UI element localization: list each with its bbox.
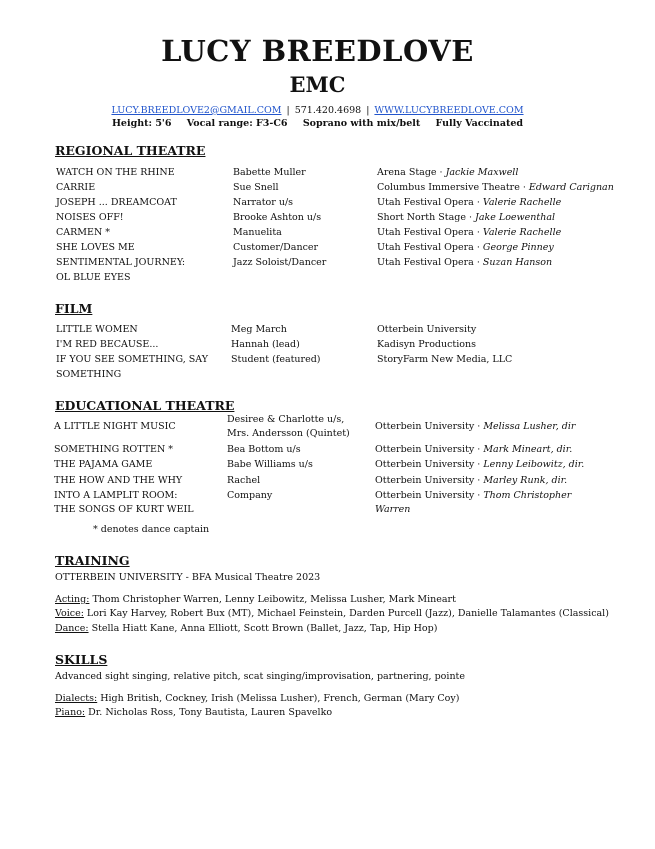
role: Babe Williams u/s xyxy=(227,459,313,470)
role: Student (featured) xyxy=(231,354,321,365)
role: Bea Bottom u/s xyxy=(227,444,301,455)
phone-number: 571.420.4698 xyxy=(294,105,362,116)
director: Marley Runk, dir. xyxy=(483,475,568,486)
director: Thom Christopher xyxy=(483,490,572,501)
show-title: CARMEN * xyxy=(56,227,111,238)
show-title: SENTIMENTAL JOURNEY: xyxy=(56,257,186,268)
director: Edward Carignan xyxy=(528,182,614,193)
role: Babette Muller xyxy=(233,167,306,178)
show-title: THE PAJAMA GAME xyxy=(54,459,153,470)
section-heading-educational: EDUCATIONAL THEATRE xyxy=(55,398,235,413)
separator: | xyxy=(366,105,370,116)
show-title: THE SONGS OF KURT WEIL xyxy=(54,504,194,515)
actor-name: LUCY BREEDLOVE xyxy=(161,34,474,68)
role: Desiree & Charlotte u/s, xyxy=(227,414,345,425)
dance-captain-note: * denotes dance captain xyxy=(93,524,210,535)
section-heading-training: TRAINING xyxy=(55,553,130,568)
venue: Arena Stage · Jackie Maxwell xyxy=(377,167,519,178)
separator: | xyxy=(286,105,290,116)
training-label: Dance: xyxy=(55,623,89,634)
venue: Otterbein University · Melissa Lusher, dir xyxy=(375,421,576,432)
show-title: LITTLE WOMEN xyxy=(56,324,138,335)
stats-line xyxy=(0,118,635,129)
skills-dialects: Dialects: High British, Cockney, Irish (Melissa Lusher), French, German (Mary Coy) xyxy=(55,693,460,704)
director: Lenny Leibowitz, dir. xyxy=(483,459,585,470)
union-status: EMC xyxy=(289,72,346,97)
skills-piano: Piano: Dr. Nicholas Ross, Tony Bautista, Lauren Spavelko xyxy=(55,707,333,718)
role: Rachel xyxy=(227,475,261,486)
venue: Utah Festival Opera · Suzan Hanson xyxy=(377,257,553,268)
director: Valerie Rachelle xyxy=(482,227,562,238)
venue: Otterbein University · Mark Mineart, dir. xyxy=(375,444,573,455)
email-link[interactable]: LUCY.BREEDLOVE2@GMAIL.COM xyxy=(111,105,282,116)
training-dance: Dance: Stella Hiatt Kane, Anna Elliott, Scott Brown (Ballet, Jazz, Tap, Hip Hop) xyxy=(55,623,438,634)
skills-label: Dialects: xyxy=(55,693,98,704)
section-heading-skills: SKILLS xyxy=(55,652,108,667)
skills-general: Advanced sight singing, relative pitch, scat singing/improvisation, partnering, pointe xyxy=(55,671,465,682)
show-title: JOSEPH ... DREAMCOAT xyxy=(56,197,177,208)
vocal-range: Vocal range: F3-C6 xyxy=(186,118,288,129)
role-line-2: Mrs. Andersson (Quintet) xyxy=(227,428,350,439)
training-acting: Acting: Thom Christopher Warren, Lenny Leibowitz, Melissa Lusher, Mark Mineart xyxy=(55,594,456,605)
show-title: OL BLUE EYES xyxy=(56,272,131,283)
venue: Otterbein University · Lenny Leibowitz, dir. xyxy=(375,459,585,470)
vaccination-status: Fully Vaccinated xyxy=(435,118,524,129)
venue: Utah Festival Opera · George Pinney xyxy=(377,242,554,253)
director: Warren xyxy=(375,504,411,515)
venue: StoryFarm New Media, LLC xyxy=(377,354,513,365)
show-title: CARRIE xyxy=(56,182,96,193)
section-heading-regional: REGIONAL THEATRE xyxy=(55,143,206,158)
show-title: SOMETHING ROTTEN * xyxy=(54,444,174,455)
venue: Utah Festival Opera · Valerie Rachelle xyxy=(377,227,562,238)
training-voice: Voice: Lori Kay Harvey, Robert Bux (MT), Michael Feinstein, Darden Purcell (Jazz), Danielle Talamantes (Classical) xyxy=(55,608,609,619)
role: Jazz Soloist/Dancer xyxy=(233,257,327,268)
role: Brooke Ashton u/s xyxy=(233,212,322,223)
show-title: THE HOW AND THE WHY xyxy=(54,475,183,486)
director: Mark Mineart, dir. xyxy=(483,444,573,455)
role: Customer/Dancer xyxy=(233,242,319,253)
show-title: IF YOU SEE SOMETHING, SAY xyxy=(56,354,209,365)
venue: Otterbein University · Marley Runk, dir. xyxy=(375,475,568,486)
role: Narrator u/s xyxy=(233,197,294,208)
show-title: SHE LOVES ME xyxy=(56,242,135,253)
voice-type: Soprano with mix/belt xyxy=(302,118,421,129)
show-title: WATCH ON THE RHINE xyxy=(56,167,175,178)
section-heading-film: FILM xyxy=(55,301,93,316)
director: Valerie Rachelle xyxy=(482,197,562,208)
show-title: I'M RED BECAUSE... xyxy=(56,339,159,350)
role: Meg March xyxy=(231,324,287,335)
contact-line xyxy=(0,105,635,116)
show-title: SOMETHING xyxy=(56,369,122,380)
show-title: A LITTLE NIGHT MUSIC xyxy=(54,421,176,432)
director: Jake Loewenthal xyxy=(475,212,556,223)
venue: Utah Festival Opera · Valerie Rachelle xyxy=(377,197,562,208)
show-title: NOISES OFF! xyxy=(56,212,124,223)
venue: Otterbein University · Thom Christopher xyxy=(375,490,572,501)
director: Melissa Lusher, dir xyxy=(483,421,576,432)
skills-label: Piano: xyxy=(55,707,86,718)
director: George Pinney xyxy=(482,242,554,253)
director: Suzan Hanson xyxy=(482,257,553,268)
height: Height: 5'6 xyxy=(111,118,172,129)
role: Manuelita xyxy=(233,227,282,238)
show-title: INTO A LAMPLIT ROOM: xyxy=(54,490,178,501)
venue: Columbus Immersive Theatre · Edward Carignan xyxy=(377,182,614,193)
director: Jackie Maxwell xyxy=(445,167,519,178)
website-link[interactable]: WWW.LUCYBREEDLOVE.COM xyxy=(374,105,524,116)
role: Company xyxy=(227,490,273,501)
role: Hannah (lead) xyxy=(231,339,300,350)
training-label: Voice: xyxy=(55,608,84,619)
venue: Otterbein University xyxy=(377,324,477,335)
role: Sue Snell xyxy=(233,182,279,193)
venue: Short North Stage · Jake Loewenthal xyxy=(377,212,556,223)
degree: OTTERBEIN UNIVERSITY - BFA Musical Theatre 2023 xyxy=(55,572,321,583)
training-label: Acting: xyxy=(55,594,90,605)
venue: Kadisyn Productions xyxy=(377,339,477,350)
